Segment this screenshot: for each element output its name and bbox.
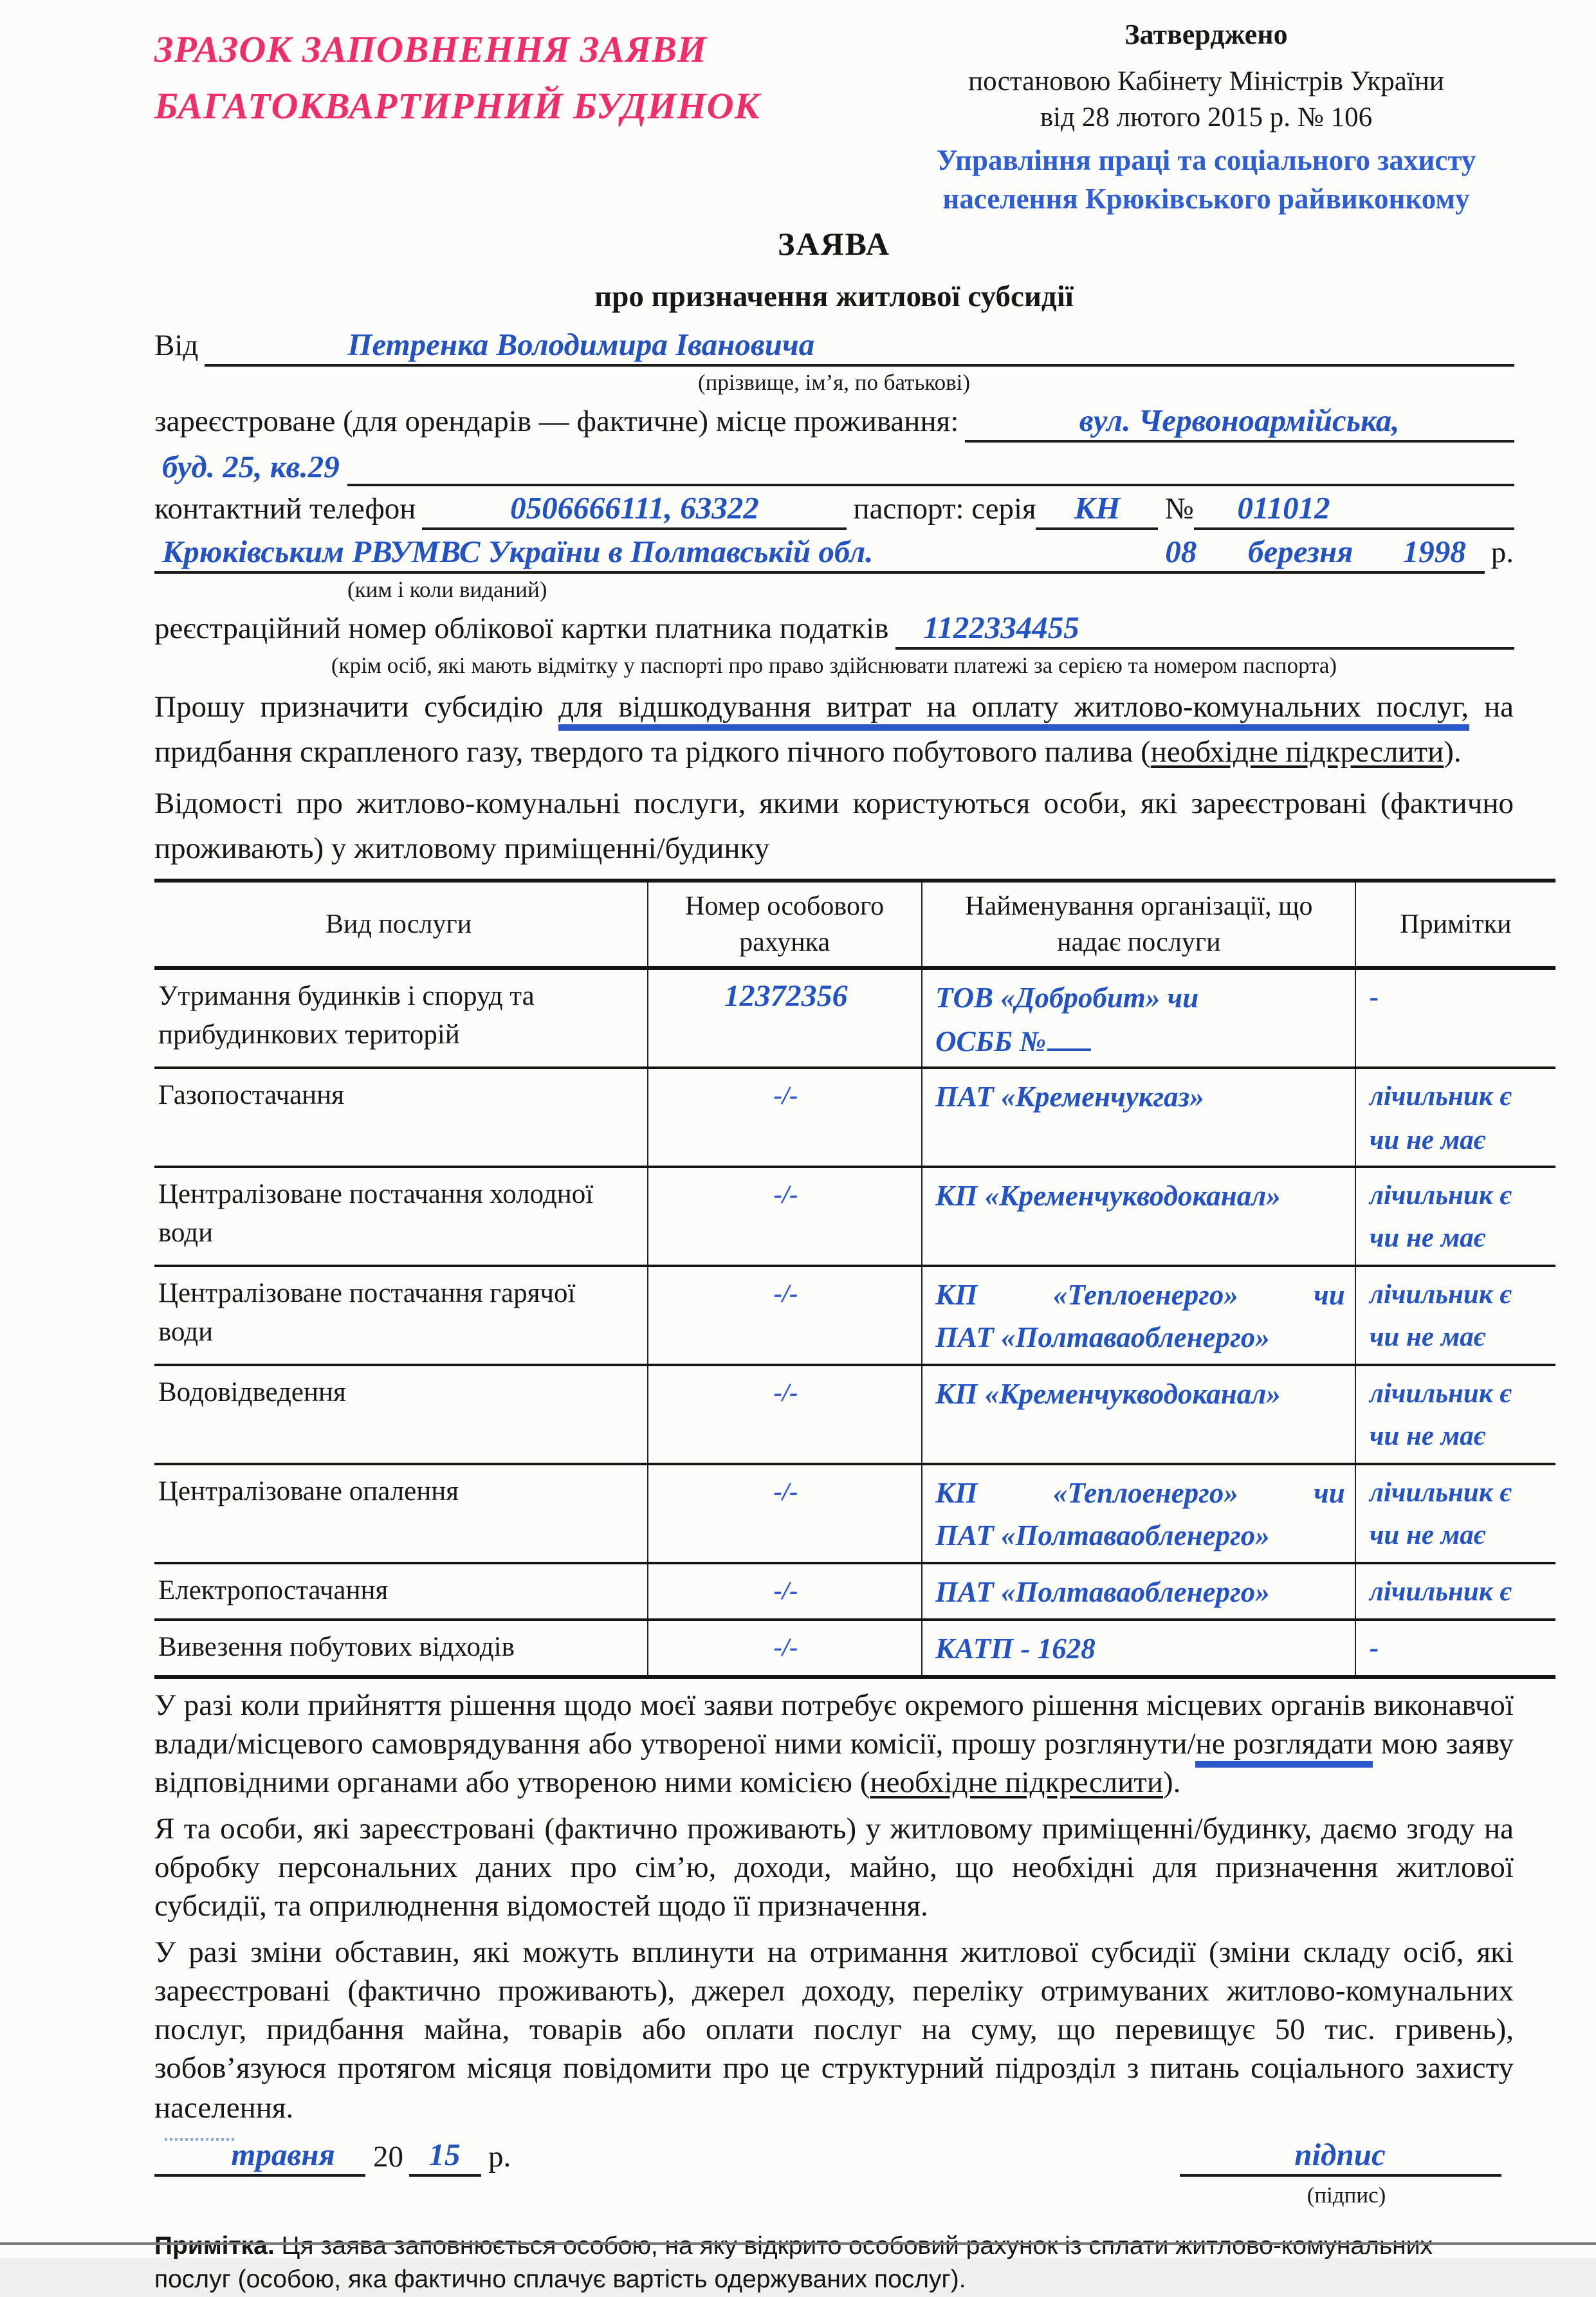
account-cell (647, 1265, 922, 1365)
title-main: ЗАЯВА (778, 228, 890, 263)
table-row (154, 1167, 1555, 1265)
issued-caption: (ким і коли виданий) (347, 576, 547, 603)
provider-cell (922, 1365, 1356, 1463)
passport-year-value: 1998 (1402, 535, 1466, 570)
passport-issued-field (154, 535, 1145, 574)
note-line1: лічильник є (1369, 1576, 1512, 1607)
service-cell: Централізоване постачання холодної води (158, 1178, 594, 1249)
sample-stamp-line1: ЗРАЗОК ЗАПОВНЕННЯ ЗАЯВИ (154, 30, 707, 71)
note-line1: лічильник є (1369, 1179, 1512, 1211)
date-year-value: 15 (428, 2137, 461, 2173)
provider-cell (922, 1620, 1356, 1677)
note-line2: чи не має (1369, 1321, 1485, 1352)
passport-day-field (1145, 535, 1217, 574)
note-line2: чи не має (1369, 1222, 1485, 1254)
year-prefix: 20 (373, 2141, 403, 2175)
name-caption: (прізвище, ім’я, по батькові) (697, 369, 971, 396)
approval-block (899, 15, 1514, 218)
tax-number-field (895, 611, 1514, 650)
date-line (154, 2137, 516, 2177)
applicant-name-value: Петренка Володимира Івановича (347, 327, 815, 363)
form-line-tax-number (154, 609, 1514, 650)
passport-series-value: КН (1074, 491, 1121, 526)
note-line1: лічильник є (1369, 1278, 1512, 1310)
provider-cell (922, 1265, 1356, 1365)
request-note: необхідне підкреслити (1150, 736, 1444, 770)
notes-cell (1356, 1068, 1555, 1167)
provider-line2: ПАТ «Полтаваобленерго» (935, 1321, 1270, 1354)
passport-day-value: 08 (1165, 535, 1197, 570)
notes-cell (1356, 1563, 1555, 1620)
services-table (154, 879, 1555, 1679)
table-row (154, 1463, 1555, 1563)
account-cell (647, 1167, 922, 1265)
note-line2: чи не має (1369, 1124, 1485, 1155)
phone-label: контактний телефон (154, 492, 416, 526)
form-line-residence-2 (154, 446, 1514, 487)
passport-label: паспорт: серія (853, 492, 1036, 526)
service-cell: Централізоване опалення (158, 1475, 459, 1506)
sample-stamp-line2: БАГАТОКВАРТИРНИЙ БУДИНОК (154, 86, 760, 127)
account-value: -/- (773, 1082, 798, 1111)
account-cell (647, 1068, 922, 1167)
signature-block (1179, 2137, 1514, 2214)
account-value: -/- (773, 1577, 798, 1606)
sample-stamp (154, 15, 760, 135)
col-header-provider: Найменування організації, що надає послуги (922, 881, 1356, 968)
page-header (154, 15, 1514, 218)
account-value: -/- (773, 1279, 798, 1308)
footnote-label: Примітка. (154, 2232, 275, 2261)
applicant-name-field (205, 328, 1514, 367)
table-row (154, 968, 1555, 1068)
account-cell (647, 1463, 922, 1563)
residence-label: зареєстроване (для орендарів — фактичне) місце проживання: (154, 405, 959, 439)
request-underlined-option: для відшкодування витрат на оплату житлово-комунальних послуг, (558, 691, 1469, 731)
provider-line1: ПАТ «Кременчукгаз» (935, 1081, 1204, 1113)
provider-line1: КП «Кременчукводоканал» (935, 1179, 1281, 1212)
account-cell (647, 1365, 922, 1463)
commission-paragraph (154, 1686, 1514, 1802)
commission-bracket-open: ( (859, 1766, 870, 1800)
request-text-before: Прошу призначити субсидію (154, 691, 559, 725)
note-line2: чи не має (1369, 1519, 1485, 1551)
notes-cell (1356, 1265, 1555, 1365)
account-value: -/- (773, 1478, 798, 1506)
notes-cell (1356, 1463, 1555, 1563)
commission-note: необхідне підкреслити (870, 1766, 1163, 1800)
provider-line1: КП «Теплоенерго» чи (935, 1278, 1345, 1311)
table-row (154, 1563, 1555, 1620)
residence-field-line2 (347, 451, 1514, 487)
date-year-field (408, 2137, 481, 2177)
office-name (899, 142, 1514, 218)
date-month-field (201, 2137, 365, 2177)
col-header-account: Номер особового рахунка (647, 881, 922, 968)
signature-field (1179, 2137, 1501, 2177)
passport-month-field (1217, 535, 1384, 574)
account-cell (647, 968, 922, 1068)
note-line1: - (1369, 1632, 1379, 1663)
provider-line1: ТОВ «Добробит» чи (935, 981, 1199, 1014)
date-day-blank (154, 2141, 201, 2177)
form-line-residence (154, 402, 1514, 443)
passport-number-field (1194, 491, 1374, 531)
tax-caption: (крім осіб, які мають відмітку у паспорті про право здійснювати платежі за серією та номером паспорта) (331, 652, 1337, 679)
request-bracket-close: ). (1444, 736, 1462, 770)
account-value: -/- (773, 1633, 798, 1662)
form-line-passport-issued (154, 533, 1514, 574)
approval-authority-line1: постановою Кабінету Міністрів України (968, 66, 1444, 96)
commission-underlined-option: не розглядати (1196, 1728, 1373, 1768)
provider-line2-wrap (935, 1020, 1345, 1063)
service-cell: Газопостачання (158, 1079, 344, 1111)
passport-number-sign: № (1164, 492, 1194, 526)
consent-paragraph: Я та особи, які зареєстровані (фактично проживають) у житловому приміщенні/будинку, даємо згоду на обробку персональних даних про сім’ю, доходи, майно, що необхідні для призначення житлової субсидії, та оприлюднення відомостей щодо її призначення. (154, 1812, 1514, 1924)
commission-bracket-close: ). (1163, 1766, 1181, 1800)
service-cell: Електропостачання (158, 1575, 389, 1606)
passport-issued-value: Крюківським РВУМВС України в Полтавській обл. (162, 535, 874, 570)
request-text-after: на придбання скрапленого газу, твердого та рідкого пічного побутового палива (154, 691, 1514, 770)
phone-value: 0506666111, 63322 (510, 491, 759, 526)
tax-number-value: 1122334455 (923, 610, 1079, 646)
service-cell: Водовідведення (158, 1377, 346, 1408)
residence-value-line1: вул. Червоноармійська, (1079, 403, 1400, 439)
provider-line1: КП «Кременчукводоканал» (935, 1378, 1281, 1411)
footnote (154, 2229, 1454, 2297)
passport-series-field (1036, 491, 1159, 531)
approved-label: Затверджено (1124, 18, 1288, 50)
phone-field (422, 491, 847, 531)
provider-line2: ПАТ «Полтаваобленерго» (935, 1519, 1270, 1552)
note-line1: лічильник є (1369, 1081, 1512, 1112)
note-line2: чи не має (1369, 1420, 1485, 1452)
year-suffix: р. (1491, 536, 1514, 570)
passport-number-value: 011012 (1237, 491, 1330, 526)
document-title (154, 228, 1514, 316)
footnote-text: Ця заява заповнюється особою, на яку відкрито особовий рахунок із сплати житлово-комунальних послуг (особою, яка фактично сплачує вартість одержуваних послуг). (154, 2232, 1433, 2294)
provider-cell (922, 968, 1356, 1068)
passport-month-value: березня (1248, 535, 1353, 570)
provider-cell (922, 1563, 1356, 1620)
provider-line1: ПАТ «Полтаваобленерго» (935, 1576, 1270, 1609)
service-cell: Централізоване постачання гарячої води (158, 1277, 576, 1347)
provider-cell (922, 1463, 1356, 1563)
office-name-line1: Управління праці та соціального захисту (936, 143, 1476, 176)
account-cell (647, 1620, 922, 1677)
obligation-paragraph: У разі зміни обставин, які можуть вплинути на отримання житлової субсидії (зміни складу осіб, які зареєстровані (фактично проживають), джерел доходу, переліку отримуваних житлово-комунальних послуг, придбання майна, товарів або оплати послуг на суму, що перевищує 50 тис. гривень), зобов’язуюся протягом місяця повідомити про це структурний підрозділ з питань соціального захисту населення. (154, 1936, 1514, 2125)
approval-authority-line2: від 28 лютого 2015 р. № 106 (1040, 101, 1373, 133)
table-row (154, 1265, 1555, 1365)
passport-number-extra-blank (1374, 495, 1514, 531)
service-cell: Утримання будинків і споруд та прибудинкових територій (158, 980, 535, 1050)
col-header-notes: Примітки (1356, 881, 1555, 968)
services-intro-paragraph: Відомості про житлово-комунальні послуги, якими користуються особи, які зареєстровані (фактично проживають) у житловому приміщенні/будинку (154, 787, 1514, 866)
service-cell: Вивезення побутових відходів (158, 1631, 515, 1662)
scan-bottom-edge (0, 2242, 1596, 2244)
notes-cell (1356, 1167, 1555, 1265)
office-name-line2: населення Крюківського райвиконкому (942, 182, 1470, 215)
col-header-service: Вид послуги (326, 908, 472, 939)
account-cell (647, 1563, 922, 1620)
note-line1: лічильник є (1369, 1476, 1512, 1508)
table-row (154, 1068, 1555, 1167)
account-value: 12372356 (724, 980, 848, 1014)
provider-cell (922, 1068, 1356, 1167)
passport-year-field (1384, 535, 1485, 574)
table-header-row (154, 881, 1555, 968)
residence-field-line1 (965, 404, 1514, 443)
note-line1: - (1369, 981, 1379, 1012)
provider-line1: КАТП - 1628 (935, 1632, 1096, 1665)
date-month-value: травня (231, 2137, 335, 2173)
table-row (154, 1365, 1555, 1463)
form-line-phone-passport (154, 490, 1514, 531)
notes-cell (1356, 968, 1555, 1068)
provider-cell (922, 1167, 1356, 1265)
date-signature-row (154, 2137, 1514, 2214)
commission-text-after: мою заяву відповідними органами або утвореною ними комісією (154, 1727, 1514, 1800)
from-label: Від (154, 329, 199, 363)
osbb-number-blank (1047, 1043, 1091, 1050)
table-row (154, 1620, 1555, 1677)
date-year-suffix: р. (488, 2141, 511, 2175)
signature-caption: (підпис) (1307, 2182, 1386, 2208)
approval-authority (899, 64, 1514, 136)
signature-value: підпис (1294, 2137, 1386, 2173)
account-value: -/- (773, 1180, 798, 1209)
notes-cell (1356, 1620, 1555, 1677)
ink-smudge-artifact (165, 2138, 234, 2141)
note-line1: лічильник є (1369, 1378, 1512, 1409)
account-value: -/- (773, 1379, 798, 1408)
residence-value-line2: буд. 25, кв.29 (162, 450, 340, 485)
provider-line2: ОСББ № (935, 1025, 1047, 1057)
provider-line1: КП «Теплоенерго» чи (935, 1476, 1345, 1509)
tax-label: реєстраційний номер облікової картки платника податків (154, 612, 889, 646)
form-line-applicant (154, 326, 1514, 367)
commission-text-before: У разі коли прийняття рішення щодо моєї заяви потребує окремого рішення місцевих органів виконавчої влади/місцевого самоврядування або утвореної ними комісії, прошу розглянути/ (154, 1688, 1514, 1761)
title-subtitle: про призначення житлової субсидії (594, 280, 1074, 315)
request-paragraph (154, 686, 1514, 776)
notes-cell (1356, 1365, 1555, 1463)
request-bracket-open: ( (1141, 736, 1151, 770)
